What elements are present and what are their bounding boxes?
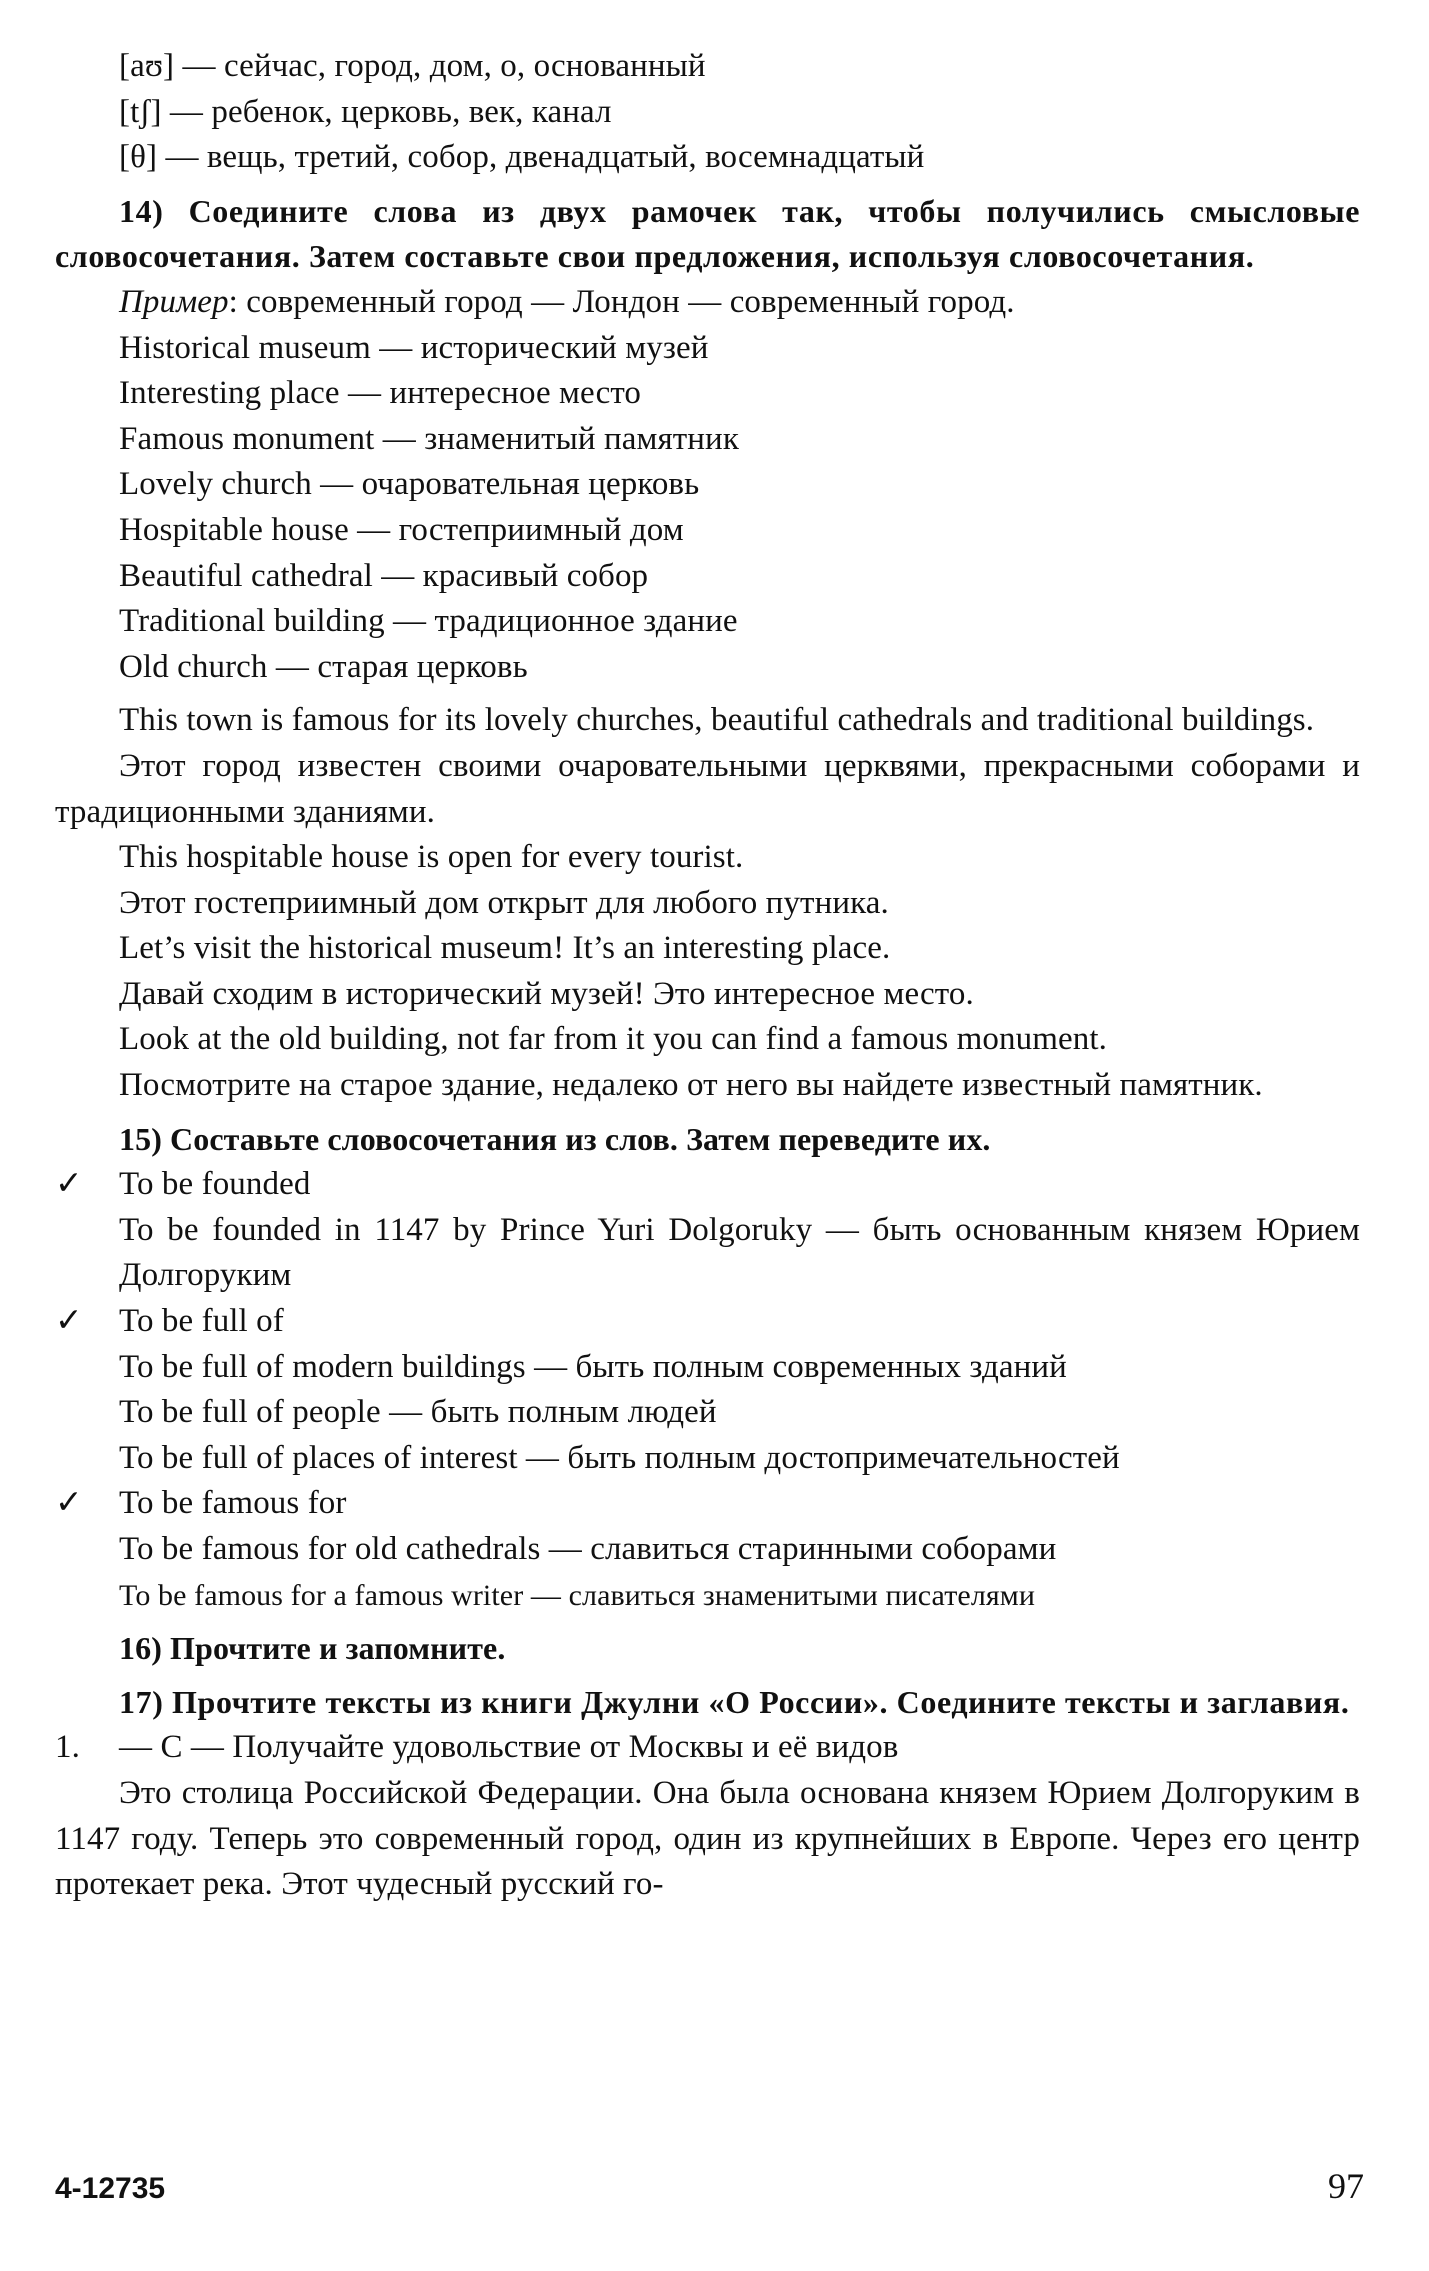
phonetic-words: — вещь, третий, собор, двенадцатый, восемнадцатый: [157, 139, 925, 176]
sentence: Let’s visit the historical museum! It’s an interesting place.: [119, 930, 891, 967]
group-item: To be full of places of interest — быть полным достопримечательностей: [119, 1439, 1120, 1476]
page-content: [55, 44, 1360, 1908]
item-number: 1.: [55, 1729, 80, 1766]
example-sentences: [55, 698, 1360, 1108]
phonetic-words: — ребенок, церковь, век, канал: [161, 93, 612, 130]
task-16-heading: 16) Прочтите и запомните.: [119, 1630, 506, 1667]
group-title: To be full of: [119, 1303, 284, 1340]
phonetic-symbol: [θ]: [119, 139, 158, 176]
phonetic-line: [55, 135, 1360, 181]
word-pair: Traditional building — традиционное здание: [119, 603, 738, 640]
word-pair: Famous monument — знаменитый памятник: [119, 420, 739, 457]
group-item: To be famous for a famous writer — славиться знаменитыми писателями: [119, 1578, 1036, 1612]
print-code: 4-12735: [55, 2172, 166, 2205]
task-14-heading: 14) Соедините слова из двух рамочек так, чтобы получились смысловые словосочетания. Затем составьте свои предложения, используя словосочетания.: [55, 192, 1360, 275]
word-pairs-list: [55, 326, 1360, 691]
group-item: To be famous for old cathedrals — славиться старинными соборами: [119, 1531, 1057, 1567]
word-pair: Hospitable house — гостеприимный дом: [119, 511, 684, 548]
task-17-heading: 17) Прочтите тексты из книги Джулни «О России». Соедините тексты и заглавия.: [119, 1683, 1350, 1720]
sentence: Этот гостеприимный дом открыт для любого путника.: [119, 884, 889, 921]
task-15-group: [55, 1299, 1360, 1481]
word-pair: Lovely church — очаровательная церковь: [119, 466, 700, 503]
task-17-item-title-line: [55, 1725, 1360, 1771]
task-15-group: [55, 1481, 1360, 1618]
group-item: To be full of modern buildings — быть полным современных зданий: [119, 1348, 1067, 1385]
group-title: To be famous for: [119, 1485, 347, 1522]
sentence: This town is famous for its lovely churches, beautiful cathedrals and traditional buildings.: [119, 702, 1315, 739]
phonetic-symbol: [tʃ]: [119, 93, 162, 130]
word-pair: Interesting place — интересное место: [119, 375, 642, 412]
page-number: 97: [1328, 2166, 1364, 2206]
group-title: To be founded: [119, 1166, 311, 1203]
group-title-line: [55, 1299, 1360, 1345]
sentence: Посмотрите на старое здание, недалеко от него вы найдете известный памятник.: [119, 1067, 1263, 1104]
sentence: Look at the old building, not far from it you can find a famous monument.: [119, 1021, 1107, 1058]
group-title-line: [55, 1481, 1360, 1527]
task-14-example: [55, 280, 1360, 326]
word-pair: Old church — старая церковь: [119, 648, 528, 685]
example-text: : современный город — Лондон — современный город.: [228, 283, 1015, 320]
sentence: Давай сходим в исторический музей! Это интересное место.: [119, 975, 974, 1012]
phonetic-words: — сейчас, город, дом, о, основанный: [174, 48, 706, 84]
check-mark-icon: ✓: [55, 1166, 83, 1203]
sentence: This hospitable house is open for every tourist.: [119, 839, 744, 876]
task-15-group: [55, 1162, 1360, 1299]
item-title: — C — Получайте удовольствие от Москвы и её видов: [119, 1729, 899, 1766]
task-15-heading: 15) Составьте словосочетания из слов. Затем переведите их.: [119, 1120, 991, 1157]
check-mark-icon: ✓: [55, 1303, 83, 1340]
phonetic-line: [55, 44, 1360, 90]
group-title-line: [55, 1162, 1360, 1208]
group-item: To be full of people — быть полным людей: [119, 1394, 717, 1431]
group-item: To be founded in 1147 by Prince Yuri Dolgoruky — быть основанным князем Юрием Долгоруким: [119, 1211, 1360, 1294]
task-17-item-text: Это столица Российской Федерации. Она была основана князем Юрием Долгоруким в 1147 году. Теперь это современный город, один из крупнейших в Европе. Через его центр протекает река. Этот чудесный русский го-: [55, 1774, 1360, 1903]
example-label: Пример: [119, 283, 229, 320]
phonetics-list: [55, 44, 1360, 181]
check-mark-icon: ✓: [55, 1485, 83, 1522]
phonetic-symbol: [aʊ]: [119, 48, 175, 84]
word-pair: Beautiful cathedral — красивый собор: [119, 557, 649, 594]
word-pair: Historical museum — исторический музей: [119, 329, 709, 366]
phonetic-line: [55, 90, 1360, 136]
sentence: Этот город известен своими очаровательными церквями, прекрасными соборами и традиционными зданиями.: [55, 747, 1360, 830]
